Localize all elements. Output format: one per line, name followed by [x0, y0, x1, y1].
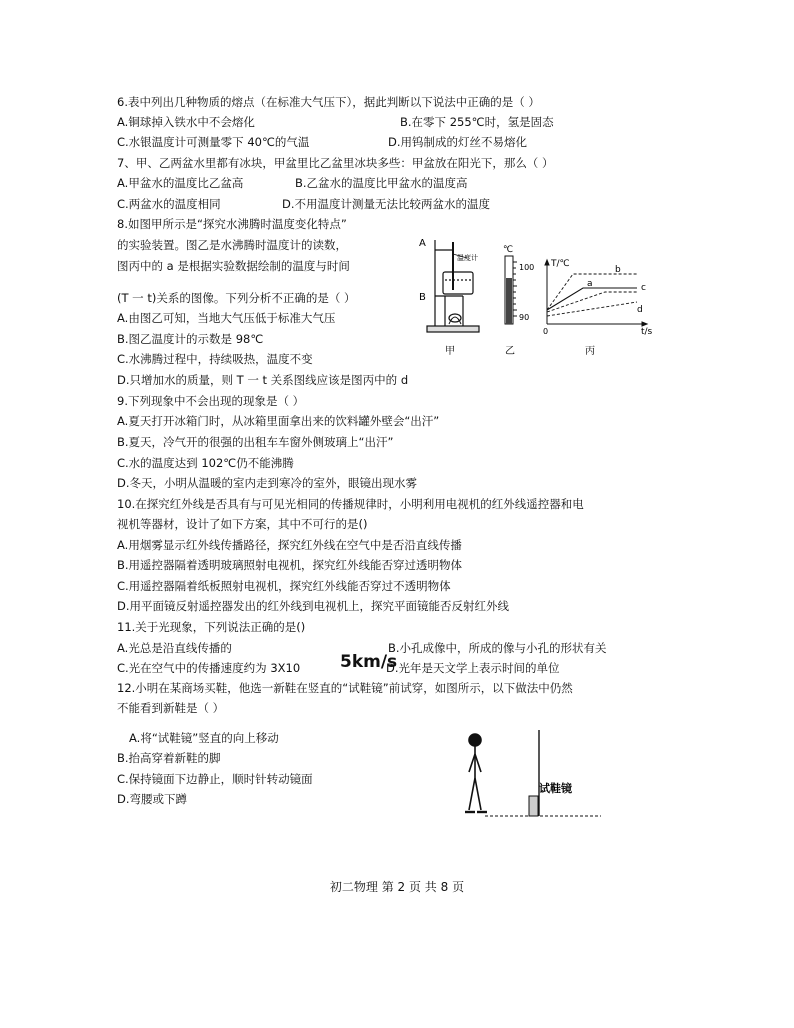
thermo-90: 90	[519, 313, 530, 322]
q8-option-a: A.由图乙可知，当地大气压低于标准大气压	[117, 311, 336, 325]
q11-option-c-unit: 5km/s	[340, 652, 398, 672]
curve-b-label: b	[615, 265, 621, 275]
graph-x-label: t/s	[641, 327, 653, 337]
q11-option-c: C.光在空气中的传播速度约为 3X10	[117, 661, 301, 675]
q7-option-d: D.不用温度计测量无法比较两盆水的温度	[282, 197, 491, 211]
shoe-mirror	[485, 730, 601, 816]
q11-stem: 11.关于光现象，下列说法正确的是()	[117, 620, 306, 634]
q12-option-d: D.弯腰或下蹲	[117, 792, 188, 806]
graph-bing	[545, 260, 647, 326]
curve-c-label: c	[641, 283, 646, 293]
q6-option-d: D.用钨制成的灯丝不易熔化	[388, 135, 528, 149]
thermo-unit: ℃	[503, 245, 514, 255]
q10-option-a: A.用烟雾显示红外线传播路径，探究红外线在空气中是否沿直线传播	[117, 538, 462, 552]
person-figure	[465, 734, 487, 812]
q8-stem-line3: 图丙中的 a 是根据实验数据绘制的温度与时间	[117, 259, 350, 273]
q12-option-c: C.保持镜面下边静止，顺时针转动镜面	[117, 772, 313, 786]
thermo-100: 100	[519, 263, 535, 272]
mirror-label: 试鞋镜	[539, 782, 572, 795]
q9-option-b: B.夏天，冷气开的很强的出租车车窗外侧玻璃上“出汗”	[117, 435, 394, 449]
q12-stem-line2: 不能看到新鞋是（ ）	[117, 701, 225, 715]
q10-option-c: C.用遥控器隔着纸板照射电视机，探究红外线能否穿过不透明物体	[117, 579, 451, 593]
curve-d-line	[547, 302, 637, 316]
q9-option-a: A.夏天打开冰箱门时，从冰箱里面拿出来的饮料罐外壁会“出汗”	[117, 414, 440, 428]
label-b: B	[419, 292, 426, 303]
curve-a-line	[547, 288, 637, 310]
graph-origin: 0	[543, 327, 549, 336]
q12-figure	[455, 726, 605, 822]
q11-option-d: D.光年是天文学上表示时间的单位	[386, 661, 560, 675]
q9-stem: 9.下列现象中不会出现的现象是（ ）	[117, 394, 305, 408]
caption-bing: 丙	[585, 346, 595, 357]
q8-stem-line1: 8.如图甲所示是“探究水沸腾时温度变化特点”	[117, 217, 347, 231]
q10-option-b: B.用遥控器隔着透明玻璃照射电视机，探究红外线能否穿过透明物体	[117, 558, 463, 572]
q6-option-a: A.铜球掉入铁水中不会熔化	[117, 115, 255, 129]
caption-jia: 甲	[445, 346, 455, 357]
curve-a-label: a	[587, 279, 593, 289]
q8-option-c: C.水沸腾过程中，持续吸热，温度不变	[117, 352, 313, 366]
page-footer: 初二物理 第 2 页 共 8 页	[329, 880, 465, 894]
q6-stem: 6.表中列出几种物质的熔点（在标准大气压下），据此判断以下说法中正确的是（ ）	[117, 95, 540, 109]
q6-option-b: B.在零下 255℃时，氢是固态	[400, 115, 554, 129]
q12-stem-line1: 12.小明在某商场买鞋，他选一新鞋在竖直的“试鞋镜”前试穿，如图所示，以下做法中仍然	[117, 681, 573, 695]
q12-option-b: B.抬高穿着新鞋的脚	[117, 751, 221, 765]
q10-stem-line1: 10.在探究红外线是否具有与可见光相同的传播规律时，小明利用电视机的红外线遥控器和电	[117, 497, 584, 511]
q9-option-c: C.水的温度达到 102℃仍不能沸腾	[117, 456, 294, 470]
q8-option-d: D.只增加水的质量，则 T 一 t 关系图线应该是图丙中的 d	[117, 373, 409, 387]
q8-stem-line2: 的实验装置。图乙是水沸腾时温度计的读数，	[117, 238, 347, 252]
thermometer-yi	[505, 256, 517, 324]
q6-option-c: C.水银温度计可测量零下 40℃的气温	[117, 135, 310, 149]
q7-stem: 7、甲、乙两盆水里都有冰块，甲盆里比乙盆里冰块多些：甲盆放在阳光下，那么（ ）	[117, 156, 554, 170]
q7-option-b: B.乙盆水的温度比甲盆水的温度高	[295, 176, 468, 190]
q7-option-c: C.两盆水的温度相同	[117, 197, 221, 211]
graph-y-label: T/℃	[551, 259, 570, 269]
q11-option-a: A.光总是沿直线传播的	[117, 641, 232, 655]
thermometer-label: 温度计	[457, 254, 478, 262]
q12-option-a: A.将“试鞋镜”竖直的向上移动	[129, 731, 279, 745]
q10-option-d: D.用平面镜反射遥控器发出的红外线到电视机上，探究平面镜能否反射红外线	[117, 599, 510, 613]
q11-option-b: B.小孔成像中，所成的像与小孔的形状有关	[388, 641, 607, 655]
q8-stem-line4: (T 一 t)关系的图像。下列分析不正确的是（ ）	[117, 291, 356, 305]
q7-option-a: A.甲盆水的温度比乙盆高	[117, 176, 244, 190]
caption-yi: 乙	[505, 346, 515, 357]
q8-figure	[415, 232, 665, 362]
label-a: A	[419, 238, 426, 249]
q10-stem-line2: 视机等器材，设计了如下方案，其中不可行的是()	[117, 517, 368, 531]
q8-option-b: B.图乙温度计的示数是 98℃	[117, 332, 264, 346]
q9-option-d: D.冬天，小明从温暖的室内走到寒冷的室外，眼镜出现水雾	[117, 476, 418, 490]
curve-d-label: d	[637, 305, 643, 315]
